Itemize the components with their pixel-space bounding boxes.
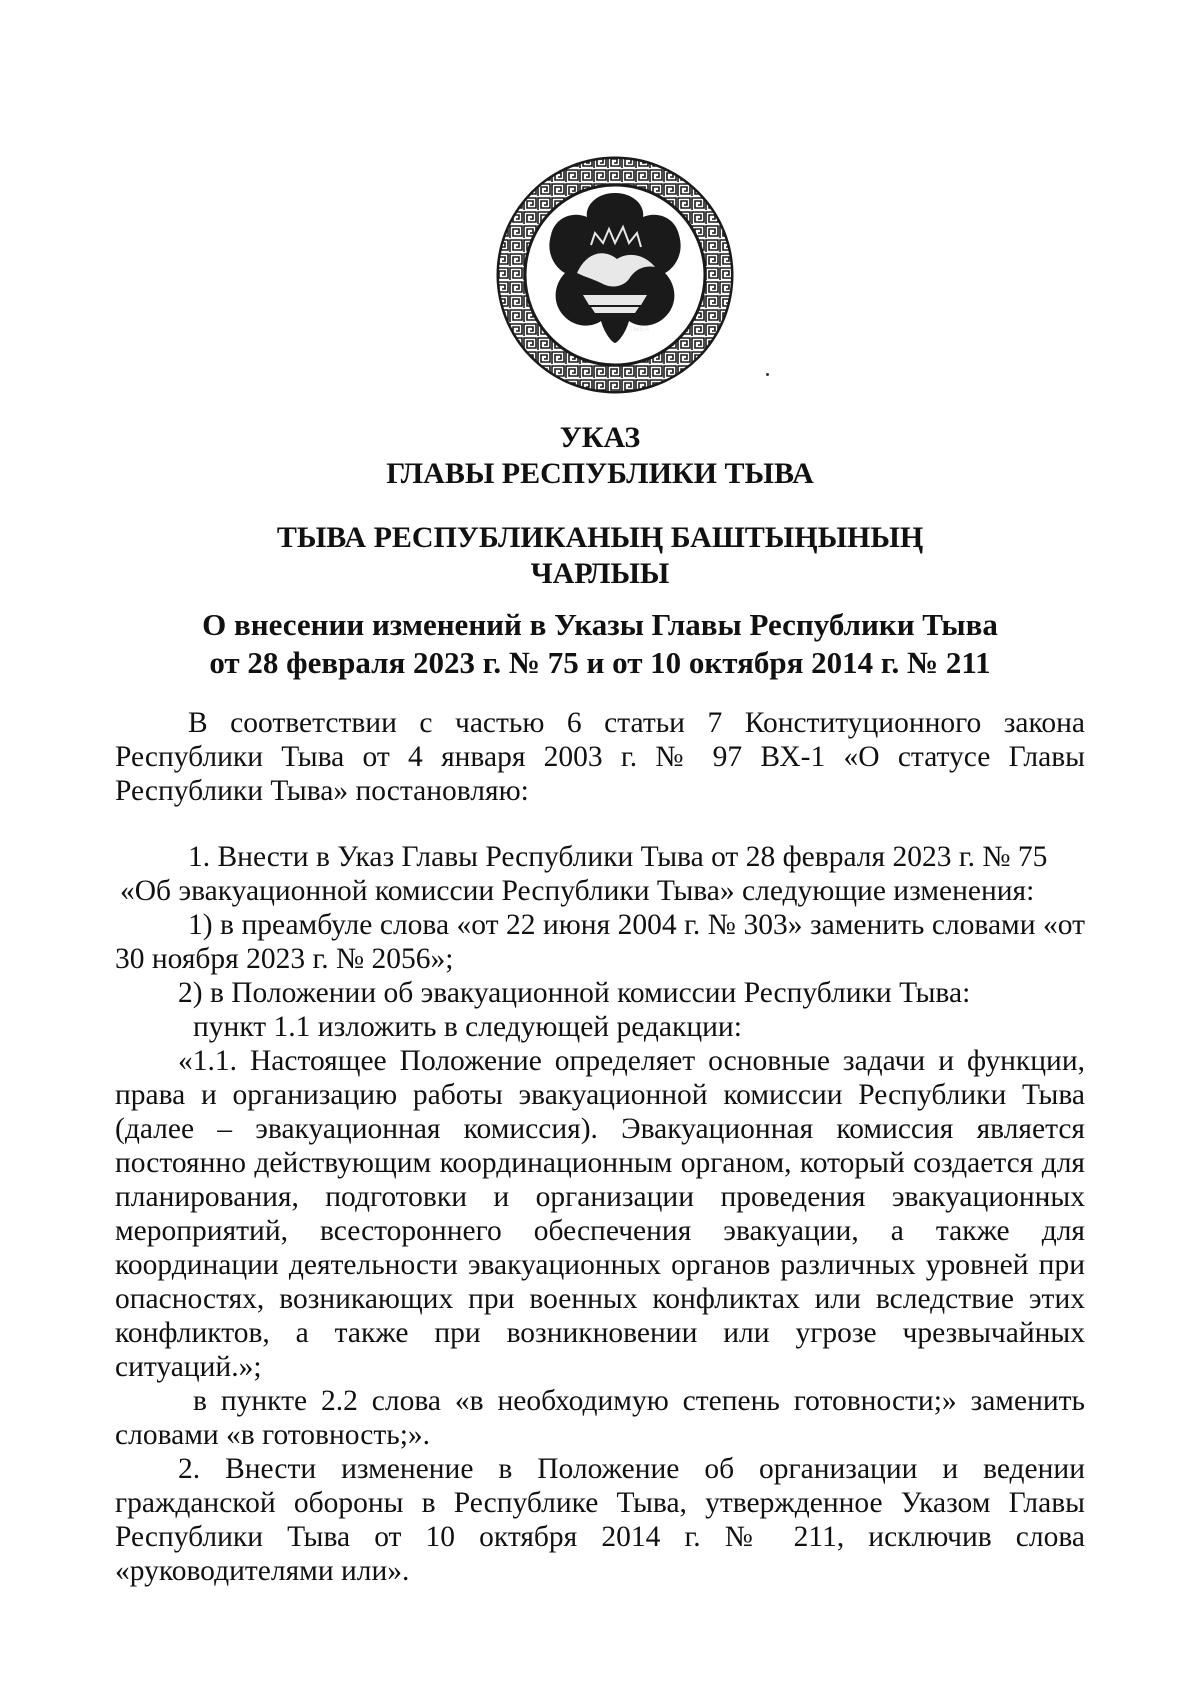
item1-line2: «Об эвакуационной комиссии Республики Тыва» следующие изменения: — [120, 875, 1035, 907]
authority-ru: ГЛАВЫ РЕСПУБЛИКИ ТЫВА — [386, 457, 814, 490]
coat-of-arms-emblem — [495, 155, 735, 395]
document-type-heading-tyvan — [0, 520, 1200, 592]
authority-tyv-line2: ЧАРЛЫЫ — [530, 557, 670, 590]
item1-sub2-point22: в пункте 2.2 слова «в необходимую степень готовности;» заменить словами «в готовность;». — [115, 1385, 1085, 1451]
title-line1: О внесении изменений в Указы Главы Республики Тыва — [202, 607, 998, 642]
preamble-block — [115, 706, 1085, 808]
decree-items — [115, 840, 1085, 1588]
ukaz-label: УКАЗ — [559, 421, 641, 454]
document-title — [0, 606, 1200, 682]
title-line2: от 28 февраля 2023 г. № 75 и от 10 октября 2014 г. № 211 — [209, 645, 991, 680]
scan-speck — [766, 373, 769, 376]
emblem-inscription: ТЫВА — [629, 325, 650, 333]
item1-sub2: 2) в Положении об эвакуационной комиссии Республики Тыва: — [178, 977, 971, 1009]
item1-sub2-point: пункт 1.1 изложить в следующей редакции: — [193, 1011, 742, 1043]
item2-paragraph: 2. Внести изменение в Положение об организации и ведении гражданской обороны в Республике Тыва, утвержденное Указом Главы Республики Тыва от 10 октября 2014 г. № 211, исключив слова «руководителями или». — [115, 1453, 1085, 1587]
authority-tyv-line1: ТЫВА РЕСПУБЛИКАНЫҢ БАШТЫҢЫНЫҢ — [276, 521, 924, 554]
document-type-heading — [0, 420, 1200, 492]
item1-sub1: 1) в преамбуле слова «от 22 июня 2004 г. № 303» заменить словами «от 30 ноября 2023 г. № 2056»; — [115, 909, 1085, 975]
preamble-paragraph: В соответствии с частью 6 статьи 7 Конституционного закона Республики Тыва от 4 января 2003 г. № 97 ВХ-1 «О статусе Главы Республики Тыва» постановляю: — [115, 707, 1085, 807]
item1-sub2-quote: «1.1. Настоящее Положение определяет основные задачи и функции, права и организацию работы эвакуационной комиссии Республики Тыва (далее – эвакуационная комиссия). Эвакуационная комиссия является постоянно действующим координационным органом, который создается для планирования, подготовки и организации проведения эвакуационных мероприятий, всестороннего обеспечения эвакуации, а также для координации деятельности эвакуационных органов различных уровней при опасностях, возникающих при военных конфликтах или вследствие этих конфликтов, а также при возникновении или угрозе чрезвычайных ситуаций.»; — [115, 1045, 1085, 1383]
item1-line1: 1. Внести в Указ Главы Республики Тыва от 28 февраля 2023 г. № 75 — [188, 841, 1048, 873]
